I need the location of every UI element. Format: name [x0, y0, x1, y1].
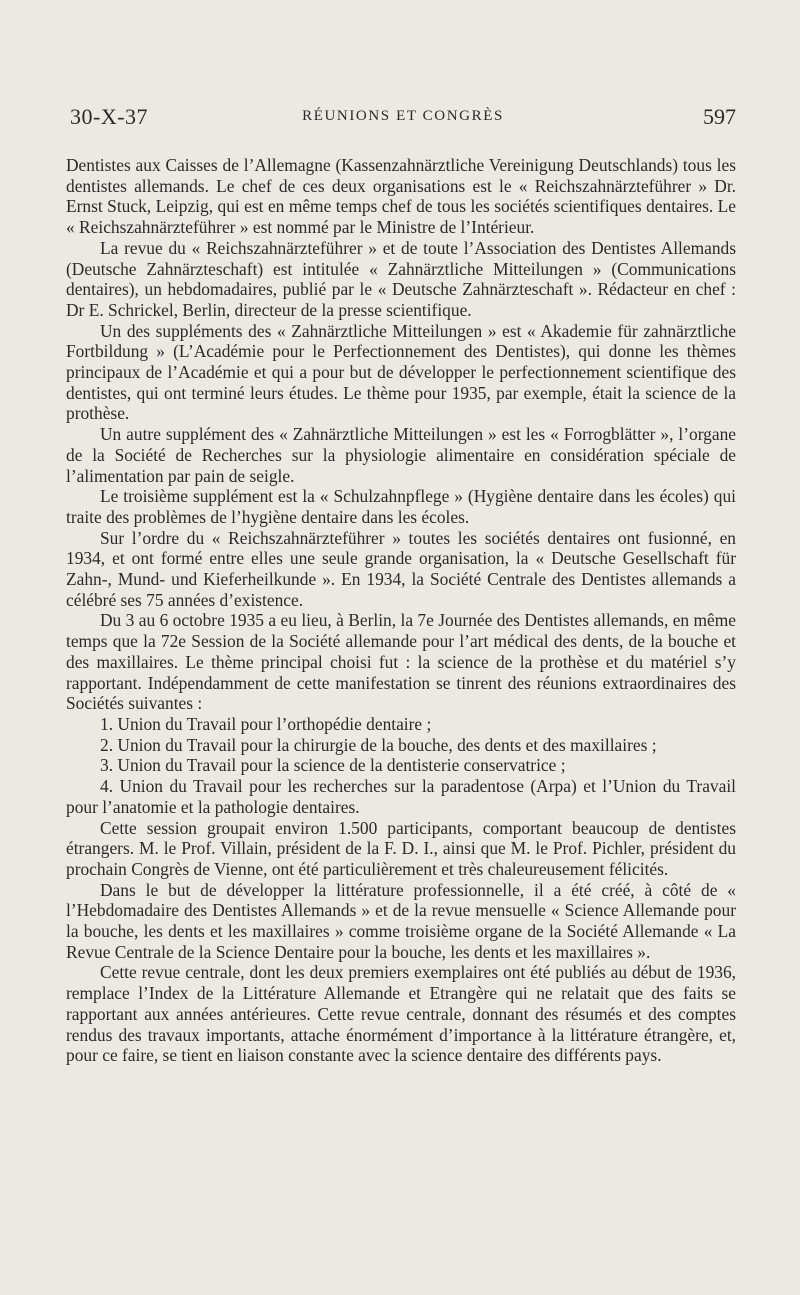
list-item-2: 2. Union du Travail pour la chirurgie de la bouche, des dents et des maxillaires ;	[100, 734, 657, 755]
header-date: 30-X-37	[70, 104, 149, 129]
paragraph-1: Dentistes aux Caisses de l’Allemagne (Kassenzahnärztliche Vereinigung Deutschlands) tous les dentistes allemands. Le chef de ces deux organisations est le « Reichszahnärzteführer » Dr. Ernst Stuck, Leipzig, qui est en même temps chef de tous les sociétés scientifiques dentaires. Le « Reichszahnärzteführer » est nommé par le Ministre de l’Intérieur.	[66, 155, 736, 238]
page-number: 597	[703, 104, 736, 129]
paragraph-7: Du 3 au 6 octobre 1935 a eu lieu, à Berlin, la 7e Journée des Dentistes allemands, en même temps que la 72e Session de la Société allemande pour l’art médical des dents, de la bouche et des maxillaires. Le thème principal choisi fut : la science de la prothèse et du matériel s’y rapportant. Indépendamment de cette manifestation se tinrent des réunions extraordinaires des Sociétés suivantes :	[66, 610, 736, 714]
paragraph-2: La revue du « Reichszahnärzteführer » et de toute l’Association des Dentistes Allemands (Deutsche Zahnärzteschaft) est intitulée « Zahnärztliche Mitteilungen » (Communications dentaires), un hebdomadaires, publié par le « Deutsche Zahnärzteschaft ». Rédacteur en chef : Dr E. Schrickel, Berlin, directeur de la presse scientifique.	[66, 237, 736, 320]
paragraph-10: Cette revue centrale, dont les deux premiers exemplaires ont été publiés au début de 1936, remplace l’Index de la Littérature Allemande et Etrangère qui ne relatait que des faits se rapportant aux années antérieures. Cette revue centrale, donnant des résumés et des comptes rendus des travaux importants, attache énormément d’importance à la littérature étrangère, et, pour ce faire, se tient en liaison constante avec la science dentaire des différents pays.	[66, 962, 736, 1066]
paragraph-9: Dans le but de développer la littérature professionnelle, il a été créé, à côté de « l’Hebdomadaire des Dentistes Allemands » et de la revue mensuelle « Science Allemande pour la bouche, les dents et les maxillaires » comme troisième organe de la Société Allemande « La Revue Centrale de la Science Dentaire pour la bouche, les dents et les maxillaires ».	[66, 879, 736, 962]
paragraph-8: Cette session groupait environ 1.500 participants, comportant beaucoup de dentistes étrangers. M. le Prof. Villain, président de la F. D. I., ainsi que M. le Prof. Pichler, président du prochain Congrès de Vienne, ont été particulièrement et très chaleureusement félicités.	[66, 817, 736, 879]
paragraph-3: Un des suppléments des « Zahnärztliche Mitteilungen » est « Akademie für zahnärztliche Fortbildung » (L’Académie pour le Perfectionnement des Dentistes), qui donne les thèmes principaux de l’Académie et qui a pour but de développer le perfectionnement scientifique des dentistes, qui ont terminé leurs études. Le thème pour 1935, par exemple, était la science de la prothèse.	[66, 320, 736, 424]
paragraph-5: Le troisième supplément est la « Schulzahnpflege » (Hygiène dentaire dans les écoles) qui traite des problèmes de l’hygiène dentaire dans les écoles.	[66, 486, 736, 527]
paragraph-4: Un autre supplément des « Zahnärztliche Mitteilungen » est les « Forrogblätter », l’organe de la Société de Recherches sur la physiologie alimentaire en considération spéciale de l’alimentation par pain de seigle.	[66, 424, 736, 486]
header-section-title: RÉUNIONS ET CONGRÈS	[302, 108, 504, 124]
paragraph-6: Sur l’ordre du « Reichszahnärzteführer » toutes les sociétés dentaires ont fusionné, en 1934, et ont formé entre elles une seule grande organisation, la « Deutsche Gesellschaft für Zahn-, Mund- und Kieferheilkunde ». En 1934, la Société Centrale des Dentistes allemands a célébré ses 75 années d’existence.	[66, 527, 736, 610]
running-header	[70, 104, 736, 136]
list-item-4: 4. Union du Travail pour les recherches sur la paradentose (Arpa) et l’Union du Travail pour l’anatomie et la pathologie dentaires.	[66, 776, 736, 817]
list-item-3: 3. Union du Travail pour la science de la dentisterie conservatrice ;	[100, 755, 566, 776]
list-item-1: 1. Union du Travail pour l’orthopédie dentaire ;	[100, 713, 432, 734]
article-body	[66, 155, 736, 1066]
